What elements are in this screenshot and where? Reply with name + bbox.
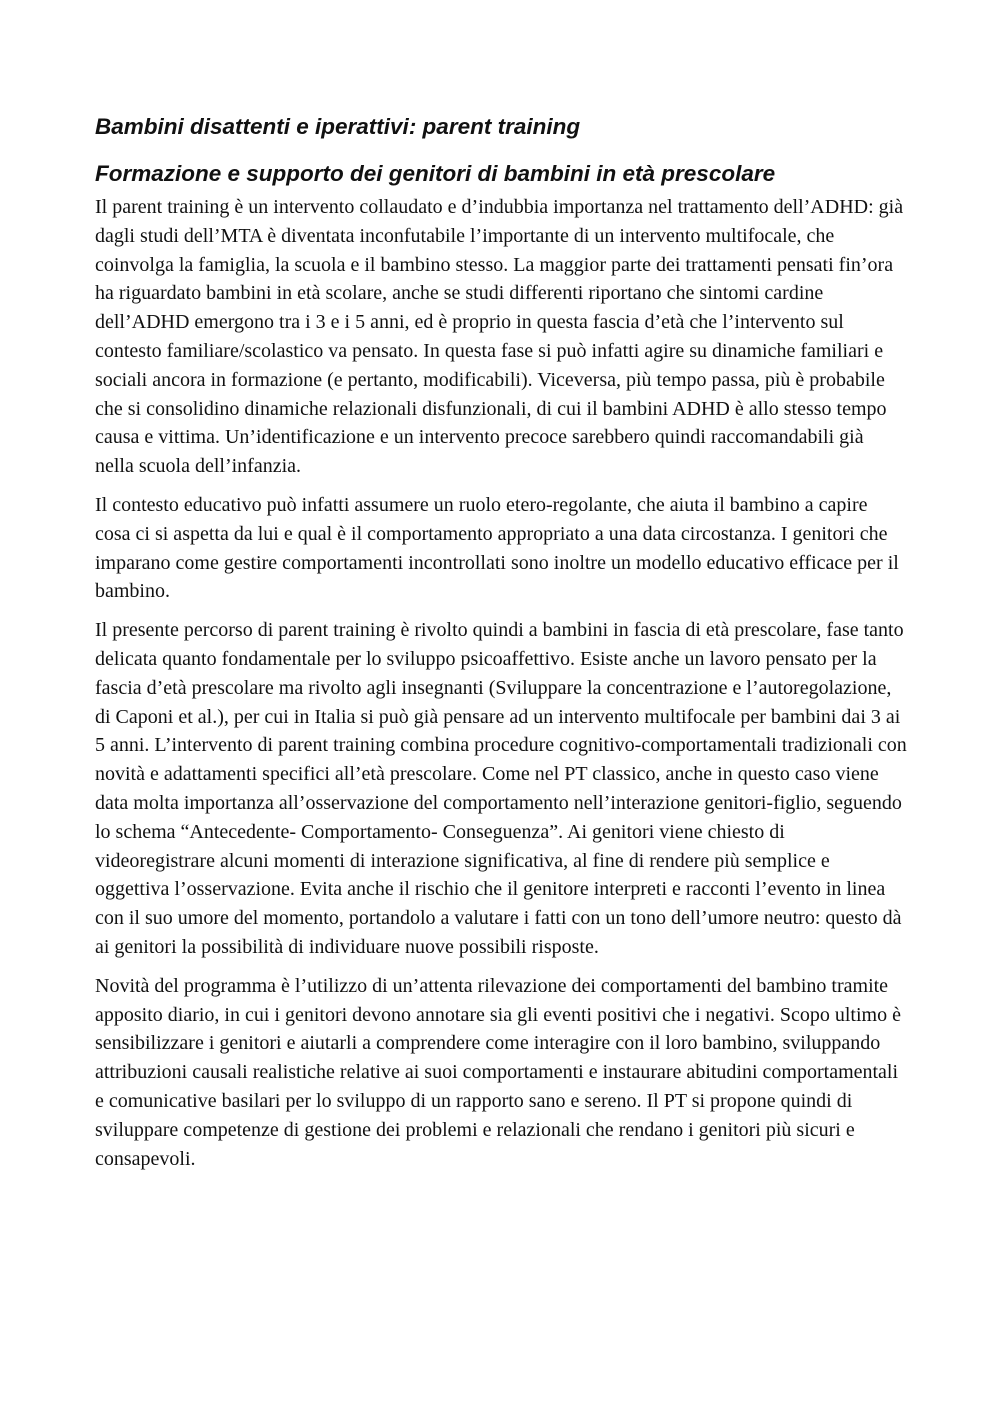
paragraph-2: Il contesto educativo può infatti assumere un ruolo etero-regolante, che aiuta il bambino a capire cosa ci si aspetta da lui e qual è il comportamento appropriato a una data circostanza. I genitori che imparano come gestire comportamenti incontrollati sono inoltre un modello educativo efficace per il bambino. (95, 493, 899, 603)
paragraph-1: Il parent training è un intervento collaudato e d’indubbia importanza nel trattamento dell’ADHD: già dagli studi dell’MTA è diventata inconfutabile l’importante di un intervento multifocale, che coinvolga la famiglia, la scuola e il bambino stesso. La maggior parte dei trattamenti pensati fin’ora ha riguardato bambini in età scolare, anche se studi differenti riportano che sintomi cardine dell’ADHD emergono tra i 3 e i 5 anni, ed è proprio in questa fascia d’età che l’intervento sul contesto familiare/scolastico va pensato. In questa fase si può infatti agire su dinamiche familiari e sociali ancora in formazione (e pertanto, modificabili). Viceversa, più tempo passa, più è probabile che si consolidino dinamiche relazionali disfunzionali, di cui il bambini ADHD è allo stesso tempo causa e vittima. Un’identificazione e un intervento precoce sarebbero quindi raccomandabili già nella scuola dell’infanzia. (95, 196, 904, 478)
document-subtitle: Formazione e supporto dei genitori di bambini in età prescolare (95, 161, 776, 186)
paragraph-3: Il presente percorso di parent training è rivolto quindi a bambini in fascia di età prescolare, fase tanto delicata quanto fondamentale per lo sviluppo psicoaffettivo. Esiste anche un lavoro pensato per la fascia d’età prescolare ma rivolto agli insegnanti (Sviluppare la concentrazione e l’autoregolazione, di Caponi et al.), per cui in Italia si può già pensare ad un intervento multifocale per bambini dai 3 ai 5 anni. L’intervento di parent training combina procedure cognitivo-comportamentali tradizionali con novità e adattamenti specifici all’età prescolare. Come nel PT classico, anche in questo caso viene data molta importanza all’osservazione del comportamento nell’interazione genitori-figlio, seguendo lo schema “Antecedente- Comportamento- Conseguenza”. Ai genitori viene chiesto di videoregistrare alcuni momenti di interazione significativa, al fine di rendere più semplice e oggettiva l’osservazione. Evita anche il rischio che il genitore interpreti e racconti l’evento in linea con il suo umore del momento, portandolo a valutare i fatti con un tono dell’umore neutro: questo dà ai genitori la possibilità di individuare nuove possibili risposte. (95, 619, 907, 958)
paragraph-4: Novità del programma è l’utilizzo di un’attenta rilevazione dei comportamenti del bambino tramite apposito diario, in cui i genitori devono annotare sia gli eventi positivi che i negativi. Scopo ultimo è sensibilizzare i genitori e aiutarli a comprendere come interagire con il loro bambino, sviluppando attribuzioni causali realistiche relative ai suoi comportamenti e instaurare abitudini comportamentali e comunicative basilari per lo sviluppo di un rapporto sano e sereno. Il PT si propone quindi di sviluppare competenze di gestione dei problemi e relazionali che rendano i genitori più sicuri e consapevoli. (95, 974, 901, 1170)
document-title: Bambini disattenti e iperattivi: parent training (95, 114, 581, 139)
document-page (95, 112, 907, 1183)
